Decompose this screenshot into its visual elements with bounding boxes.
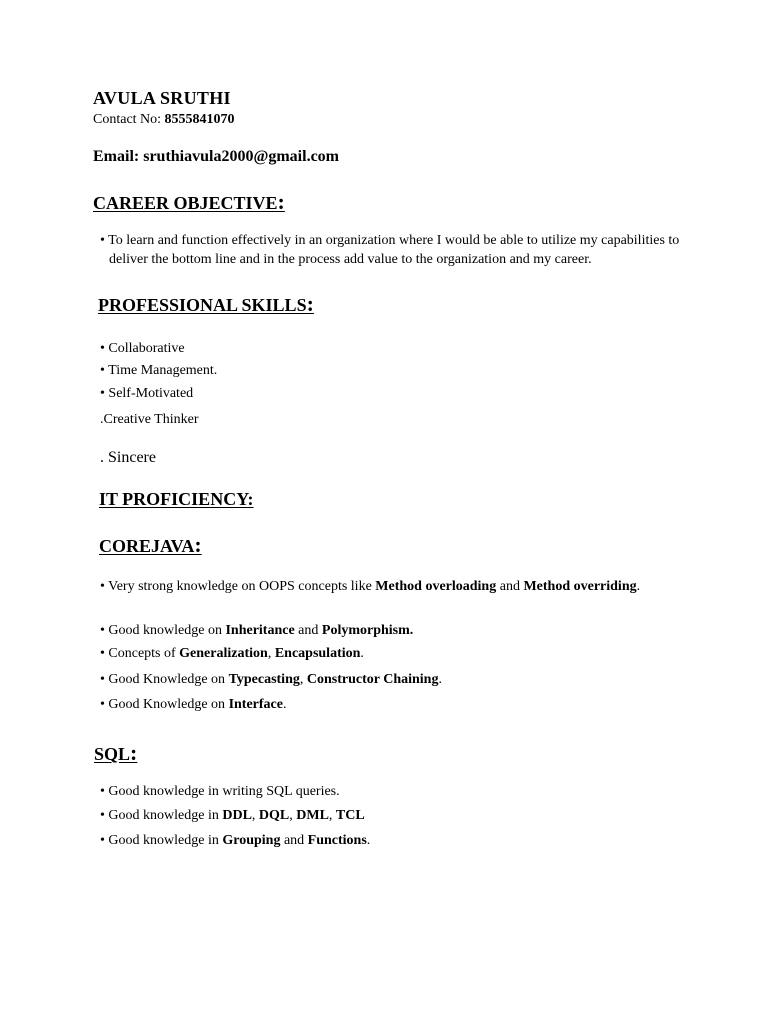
item-strong: Encapsulation xyxy=(274,646,361,661)
item-strong: DML xyxy=(296,808,329,823)
it-proficiency-heading-text: IT PROFICIENCY xyxy=(99,489,248,509)
contact-number: 8555841070 xyxy=(164,112,235,127)
professional-skills-heading xyxy=(98,291,314,316)
corejava-heading xyxy=(99,532,202,557)
career-objective-heading-text: CAREER OBJECTIVE xyxy=(93,193,278,213)
career-objective-heading xyxy=(93,189,285,214)
item-strong: DDL xyxy=(222,808,252,823)
item-text: , xyxy=(251,808,259,823)
corejava-heading-text: COREJAVA xyxy=(99,536,195,556)
item-text: and xyxy=(294,623,322,638)
sql-item xyxy=(100,806,365,825)
professional-skills-heading-text: PROFESSIONAL SKILLS xyxy=(98,295,307,315)
corejava-item xyxy=(100,695,286,714)
heading-colon: : xyxy=(306,291,314,316)
skill-item: . Sincere xyxy=(100,449,156,466)
heading-colon: : xyxy=(194,532,202,557)
skill-item: .Creative Thinker xyxy=(100,412,199,427)
contact-line xyxy=(93,112,235,128)
item-text: . xyxy=(636,579,641,594)
heading-colon: : xyxy=(130,740,138,765)
item-strong: Inheritance xyxy=(225,623,295,638)
skill-item: • Self-Motivated xyxy=(100,386,194,401)
item-text: • Concepts of xyxy=(100,646,180,661)
item-strong: Functions xyxy=(307,833,367,848)
item-text: . xyxy=(360,646,364,661)
item-strong: DQL xyxy=(258,808,290,823)
corejava-item xyxy=(100,621,413,640)
candidate-name: AVULA SRUTHI xyxy=(93,88,231,108)
item-strong: Constructor Chaining xyxy=(306,672,439,687)
item-text: • Good knowledge in xyxy=(100,808,223,823)
sql-heading xyxy=(94,740,138,765)
item-text: , xyxy=(267,646,275,661)
item-text: • Good knowledge in xyxy=(100,833,223,848)
item-text: . xyxy=(366,833,371,848)
sql-item xyxy=(100,831,370,850)
corejava-item xyxy=(100,577,669,596)
item-text: , xyxy=(328,808,336,823)
item-text: • Good Knowledge on xyxy=(100,697,229,712)
heading-colon: : xyxy=(277,189,285,214)
item-text: and xyxy=(280,833,308,848)
it-proficiency-heading xyxy=(99,489,254,510)
item-text: . xyxy=(438,672,442,687)
item-text: • Good knowledge on xyxy=(100,623,226,638)
sql-heading-text: SQL xyxy=(94,744,131,764)
corejava-item xyxy=(100,644,364,663)
item-strong: Typecasting xyxy=(228,672,300,687)
skill-item: • Time Management. xyxy=(100,363,218,378)
item-strong: Interface xyxy=(228,697,283,712)
heading-colon: : xyxy=(247,489,254,509)
item-text: , xyxy=(289,808,297,823)
contact-label: Contact No: xyxy=(93,112,162,127)
item-strong: Grouping xyxy=(222,833,281,848)
item-strong: TCL xyxy=(335,808,365,823)
item-strong: Polymorphism. xyxy=(321,623,414,638)
item-text: . xyxy=(282,697,287,712)
sql-item xyxy=(100,782,340,801)
item-text: • Very strong knowledge on OOPS concepts like xyxy=(100,579,376,594)
item-text: • Good Knowledge on xyxy=(100,672,229,687)
skill-item: • Collaborative xyxy=(100,341,185,356)
email-line: Email: sruthiavula2000@gmail.com xyxy=(93,148,339,165)
item-text: • Good knowledge in writing SQL queries. xyxy=(100,784,340,799)
item-text: and xyxy=(496,579,524,594)
item-text: , xyxy=(299,672,307,687)
corejava-item xyxy=(100,670,442,689)
item-strong: Method overloading xyxy=(375,579,497,594)
item-strong: Method overriding xyxy=(523,579,637,594)
career-objective-text: • To learn and function effectively in an organization where I would be able to utilize my capabilities to deliver the bottom line and in the process add value to the organization and my career. xyxy=(100,233,680,267)
item-strong: Generalization xyxy=(179,646,268,661)
